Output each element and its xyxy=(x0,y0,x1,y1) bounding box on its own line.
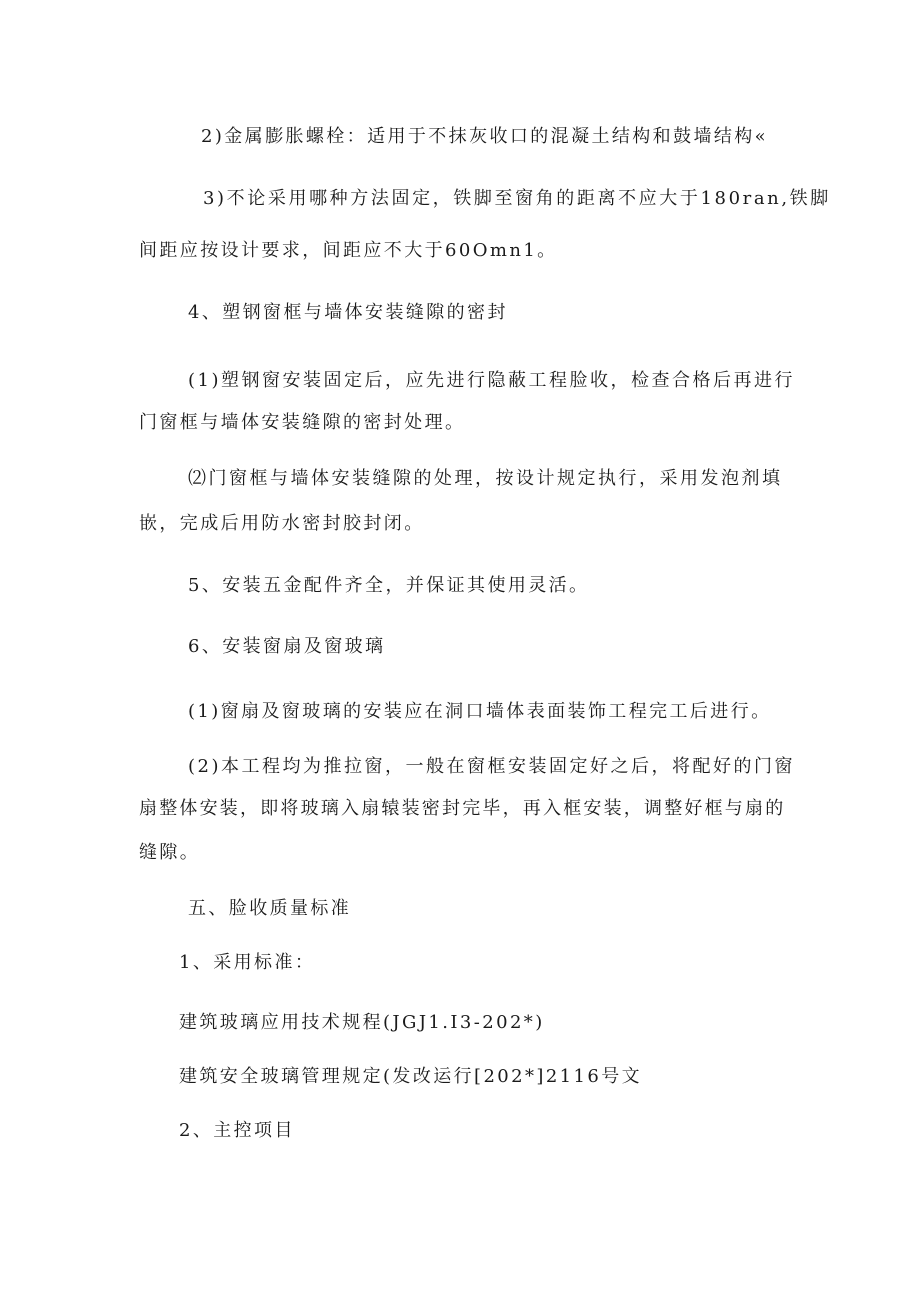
text-line-expansion-bolt: 2)金属膨胀螺栓：适用于不抹灰收口的混凝土结构和鼓墙结构« xyxy=(201,126,769,147)
text-line-sealing-2b: 嵌，完成后用防水密封胶封闭。 xyxy=(139,513,425,534)
subsection-heading-2: 2、主控项目 xyxy=(179,1120,295,1141)
text-line-sash-2a: (2)本工程均为推拉窗，一般在窗框安装固定好之后，将配好的门窗 xyxy=(188,756,795,777)
standard-item-1: 建筑玻璃应用技术规程(JGJ1.I3-202*) xyxy=(179,1012,545,1033)
text-line-sash-2c: 缝隙。 xyxy=(139,842,201,863)
section-heading-4: 4、塑钢窗框与墙体安装缝隙的密封 xyxy=(188,302,508,323)
standard-item-2: 建筑安全玻璃管理规定(发改运行[202*]2116号文 xyxy=(179,1066,643,1087)
subsection-heading-1: 1、采用标准： xyxy=(179,952,316,973)
text-line-iron-foot-distance: 3)不论采用哪种方法固定，铁脚至窗角的距离不应大于180ran,铁脚 xyxy=(203,188,831,209)
chapter-heading-5: 五、脸收质量标准 xyxy=(188,898,352,919)
text-line-sealing-1b: 门窗框与墙体安装缝隙的密封处理。 xyxy=(139,412,466,433)
text-line-spacing-requirement: 间距应按设计要求，间距应不大于60Omn1。 xyxy=(139,240,558,261)
section-heading-6: 6、安装窗扇及窗玻璃 xyxy=(188,636,386,657)
text-line-sealing-2a: ⑵门窗框与墙体安装缝隙的处理，按设计规定执行，采用发泡剂填 xyxy=(188,468,783,489)
text-line-sash-1: (1)窗扇及窗玻璃的安装应在洞口墙体表面装饰工程完工后进行。 xyxy=(188,701,772,722)
text-line-sealing-1a: (1)塑钢窗安装固定后，应先进行隐蔽工程脸收，检查合格后再进行 xyxy=(188,370,795,391)
section-heading-5: 5、安装五金配件齐全，并保证其使用灵活。 xyxy=(188,575,590,596)
text-line-sash-2b: 扇整体安装，即将玻璃入扇辕装密封完毕，再入框安装，调整好框与扇的 xyxy=(139,798,786,819)
